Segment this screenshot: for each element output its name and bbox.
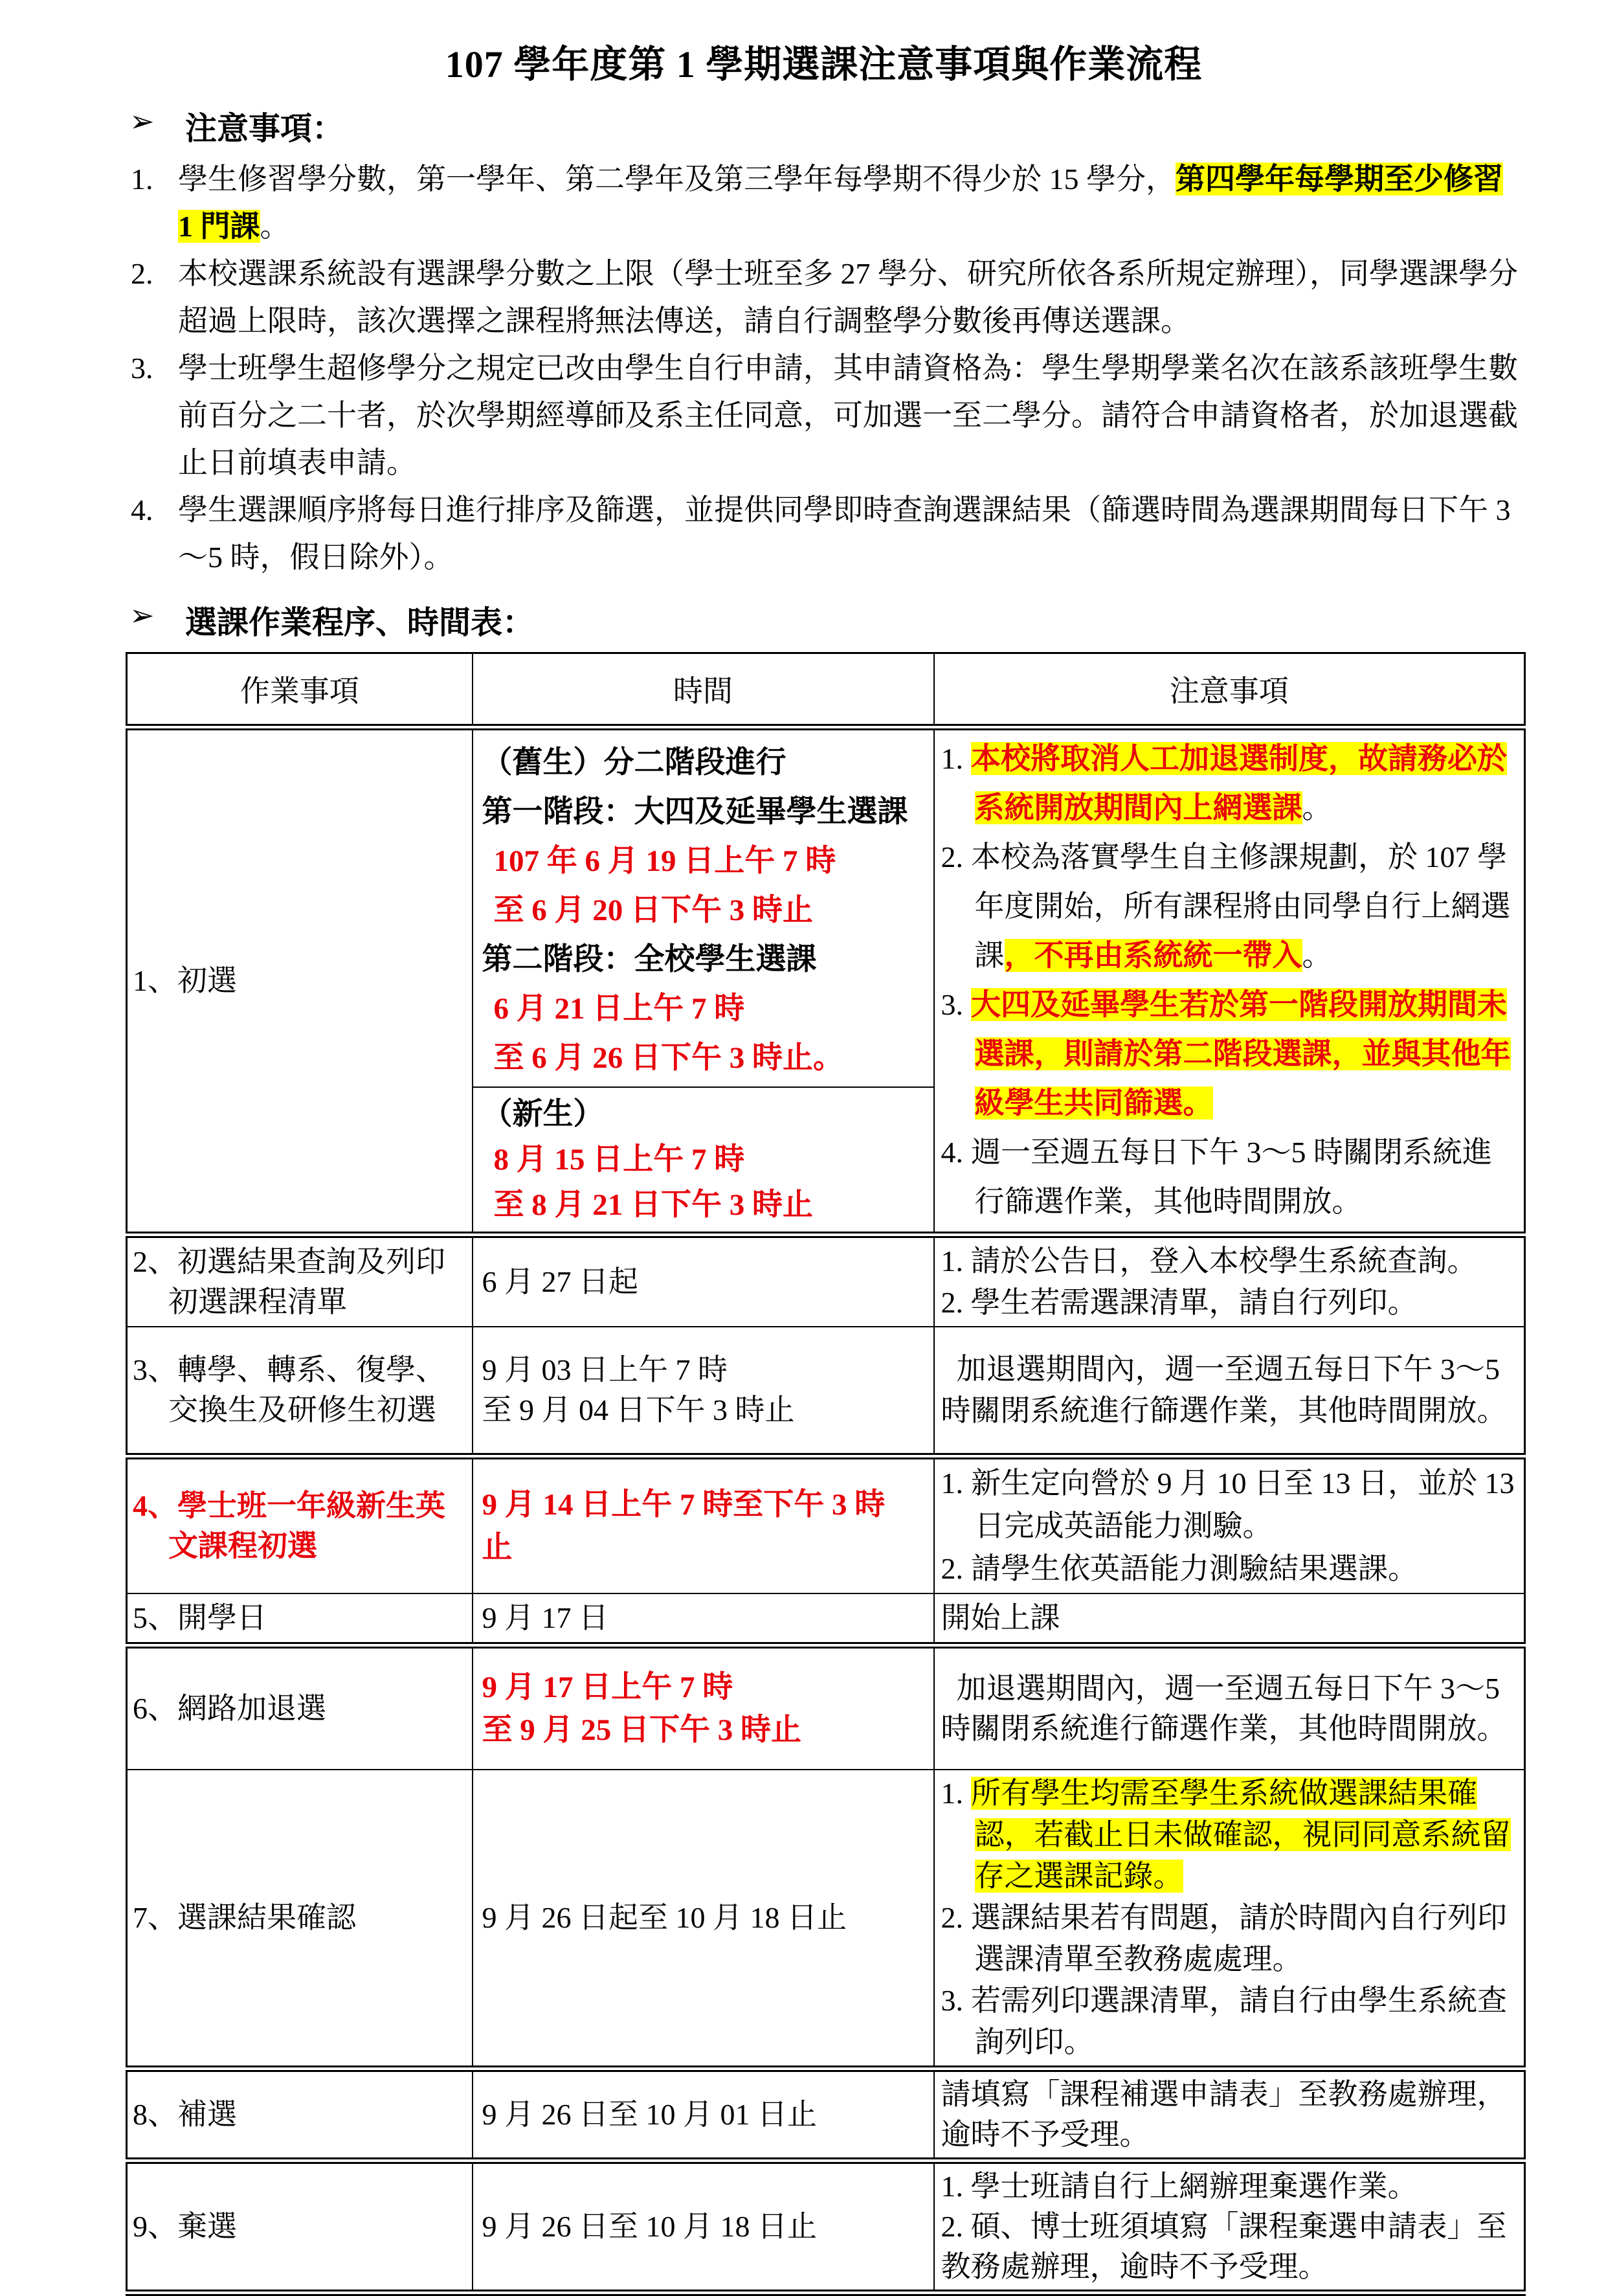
note-item-3 [124,344,1523,486]
time-line-date: 8 月 15 日上午 7 時 [493,1142,745,1176]
schedule-row-3 [127,1327,1525,1456]
time-line: 第一階段：大四及延畢學生選課 [482,794,908,829]
task-cell: 7、選課結果確認 [127,1770,473,2069]
notes-cell [934,727,1525,1235]
highlighted-text: ，不再由系統統一帶入 [1004,938,1302,972]
notes-cell: 開始上課 [934,1593,1525,1645]
highlighted-text: 本校將取消人工加退選制度，故請務必於系統開放期間內上網選課 [971,741,1507,824]
note-line-2: 2. 選課結果若有問題，請於時間內自行列印選課清單至教務處處理。 [941,1900,1507,1975]
schedule-row-7 [127,1770,1525,2069]
time-line: （舊生）分二階段進行 [482,745,786,780]
note-line-1: 1. 請於公告日，登入本校學生系統查詢。 [941,1244,1477,1277]
notes-section-header [124,104,1523,149]
task-cell: 6、網路加退選 [127,1645,473,1770]
time-cell: 9 月 17 日 [473,1593,934,1645]
task-cell: 2、初選結果查詢及列印 初選課程清單 [127,1235,473,1327]
note-line-1: 1. 所有學生均需至學生系統做選課結果確認，若截止日未做確認，視同同意系統留存之選課記錄。 [941,1776,1511,1893]
time-line-date: 107 年 6 月 19 日上午 7 時 [493,844,836,878]
task-cell: 8、補選 [127,2069,473,2161]
time-cell: 6 月 27 日起 [473,1235,934,1327]
time-line-date: 至 6 月 26 日下午 3 時止。 [493,1041,843,1075]
note-line-2: 2. 學生若需選課清單，請自行列印。 [941,1285,1418,1319]
schedule-section-header [124,598,1523,643]
highlighted-text: 大四及延畢學生若於第一階段開放期間未選課，則請於第二階段選課，並與其他年級學生共同篩選。 [971,987,1511,1120]
highlighted-text: 所有學生均需至學生系統做選課結果確認，若截止日未做確認，視同同意系統留存之選課記錄。 [971,1776,1511,1893]
time-cell: 9 月 26 日至 10 月 01 日止 [473,2069,934,2161]
notes-cell [934,2161,1525,2293]
col-header-time: 時間 [473,653,934,727]
schedule-row-6 [127,1645,1525,1770]
schedule-section-title: 選課作業程序、時間表： [185,605,535,640]
arrow-bullet-icon: ➢ [129,105,155,138]
notes-cell: 加退選期間內，週一至週五每日下午 3～5 時關閉系統進行篩選作業，其他時間開放。 [934,1327,1525,1456]
time-cell-freshmen [473,1087,934,1235]
note-line-2: 2. 請學生依英語能力測驗結果選課。 [941,1551,1418,1585]
note-line-3: 3. 大四及延畢學生若於第一階段開放期間未選課，則請於第二階段選課，並與其他年級學生共同篩選。 [941,987,1511,1120]
arrow-bullet-icon: ➢ [129,599,155,632]
note-text: 學士班學生超修學分之規定已改由學生自行申請，其申請資格為：學生學期學業名次在該系該班學生數前百分之二十者，於次學期經導師及系主任同意，可加選一至二學分。請符合申請資格者，於加退選截止日前填表申請。 [178,352,1518,479]
highlighted-text: 第四學年每學期至少修習 1 門課 [178,163,1503,243]
note-line-1: 1. 本校將取消人工加退選制度，故請務必於系統開放期間內上網選課。 [941,741,1507,824]
note-text: 學生修習學分數，第一學年、第二學年及第三學年每學期不得少於 15 學分，第四學年每學期至少修習 1 門課。 [178,163,1503,243]
note-number: 3. [131,352,153,385]
notes-cell: 加退選期間內，週一至週五每日下午 3～5 時關閉系統進行篩選作業，其他時間開放。 [934,1645,1525,1770]
page-title: 107 學年度第 1 學期選課注意事項與作業流程 [445,43,1203,85]
note-line-4: 4. 週一至週五每日下午 3～5 時關閉系統進行篩選作業，其他時間開放。 [941,1135,1492,1218]
schedule-row-8 [127,2069,1525,2161]
task-cell: 4、學士班一年級新生英 文課程初選 [127,1456,473,1593]
note-item-2 [124,250,1523,344]
time-line: 第二階段：全校學生選課 [482,942,817,976]
schedule-row-5 [127,1593,1525,1645]
note-number: 4. [131,493,153,526]
time-cell: 9 月 26 日至 10 月 18 日止 [473,2161,934,2293]
note-line-1: 1. 新生定向營於 9 月 10 日至 13 日，並於 13 日完成英語能力測驗。 [941,1466,1515,1542]
task-cell: 1、初選 [127,727,473,1235]
note-number: 2. [131,257,153,290]
note-line-3: 3. 若需列印選課清單，請自行由學生系統查詢列印。 [941,1983,1507,2058]
schedule-row-2 [127,1235,1525,1327]
schedule-row-1 [127,727,1525,1087]
col-header-task: 作業事項 [127,653,473,727]
time-cell: 9 月 26 日起至 10 月 18 日止 [473,1770,934,2069]
note-number: 1. [131,163,153,196]
time-cell: 9 月 14 日上午 7 時至下午 3 時 止 [473,1456,934,1593]
time-line-date: 6 月 21 日上午 7 時 [493,991,745,1026]
task-cell: 5、開學日 [127,1593,473,1645]
time-line-date: 至 6 月 20 日下午 3 時止 [493,893,813,927]
time-line: （新生） [482,1097,604,1131]
col-header-notes: 注意事項 [934,653,1525,727]
notes-cell: 請填寫「課程補選申請表」至教務處辦理，逾時不予受理。 [934,2069,1525,2161]
note-text: 學生選課順序將每日進行排序及篩選，並提供同學即時查詢選課結果（篩選時間為選課期間每日下午 3～5 時，假日除外）。 [178,493,1511,574]
note-line-2: 2. 碩、博士班須填寫「課程棄選申請表」至教務處辦理，逾時不予受理。 [941,2209,1507,2283]
time-line-date: 至 8 月 21 日下午 3 時止 [493,1187,813,1222]
table-header-row [127,653,1525,727]
task-cell: 3、轉學、轉系、復學、 交換生及研修生初選 [127,1327,473,1456]
task-cell: 9、棄選 [127,2161,473,2293]
time-cell: 9 月 03 日上午 7 時 至 9 月 04 日下午 3 時止 [473,1327,934,1456]
notes-cell [934,1235,1525,1327]
note-line-1: 1. 學士班請自行上網辦理棄選作業。 [941,2169,1418,2203]
time-cell: 9 月 17 日上午 7 時 至 9 月 25 日下午 3 時止 [473,1645,934,1770]
notes-cell [934,1456,1525,1593]
notes-section-title: 注意事項： [185,111,344,146]
time-cell-returning-students [473,727,934,1087]
note-item-1 [124,155,1523,250]
schedule-row-4 [127,1456,1525,1593]
schedule-table [126,652,1526,2296]
notes-cell [934,1770,1525,2069]
note-text: 本校選課系統設有選課學分數之上限（學士班至多 27 學分、研究所依各系所規定辦理），同學選課學分超過上限時，該次選擇之課程將無法傳送，請自行調整學分數後再傳送選課。 [178,257,1518,337]
schedule-row-9 [127,2161,1525,2293]
note-line-2: 2. 本校為落實學生自主修課規劃，於 107 學年度開始，所有課程將由同學自行上網選課，不再由系統統一帶入。 [941,840,1511,972]
note-item-4 [124,486,1523,581]
